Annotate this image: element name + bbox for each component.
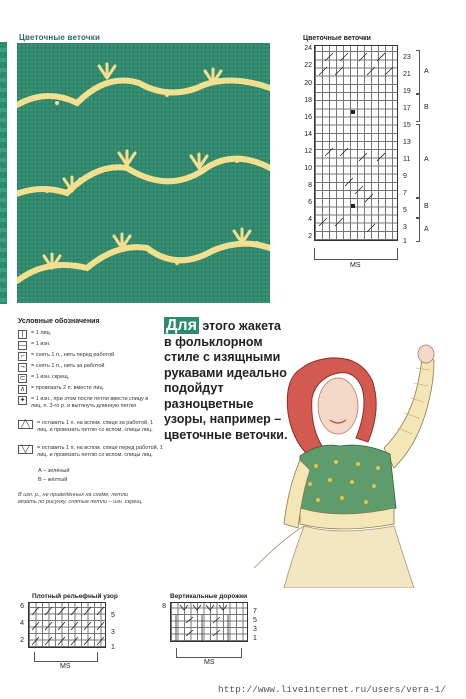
vertical-chart-rapport-label: MS (204, 659, 215, 666)
row-number: 23 (403, 54, 411, 61)
main-chart-rapport-label: MS (350, 262, 361, 269)
legend-item: ╱╲ = оставить 1 п. на вспом. спице за работой, 1 лиц. и провязать петлю со вспом. спицы лиц. (18, 420, 165, 434)
row-number: 24 (304, 45, 312, 52)
section-label: A (424, 68, 429, 75)
row-number: 3 (403, 224, 407, 231)
legend-note: В изн. р., не приведённых на схеме, петли вязать по рисунку, снятые петли – изн. скрещ. (18, 492, 143, 505)
section-bracket (416, 124, 420, 198)
knit-symbol-icon: | (18, 330, 27, 339)
row-number: 11 (403, 156, 411, 163)
row-number: 16 (304, 114, 312, 121)
row-number: 8 (162, 603, 166, 610)
row-number: 2 (308, 233, 312, 240)
row-number: 19 (403, 88, 411, 95)
stitch-dots (45, 81, 259, 267)
row-number: 18 (304, 97, 312, 104)
row-number: 20 (304, 80, 312, 87)
long-loop-symbol-icon: ✦ (19, 397, 26, 404)
main-chart-symbols (315, 46, 399, 242)
row-number: 22 (304, 62, 312, 69)
dense-chart-rapport-bracket (34, 652, 98, 662)
section-bracket (416, 198, 420, 218)
k2tog-symbol-icon: ∧ (19, 386, 26, 393)
legend-color-a: А – зелёный (38, 468, 70, 474)
dense-chart-symbols (29, 603, 107, 649)
cross-right-symbol-icon: ╲╱ (18, 445, 33, 454)
dense-chart-title: Плотный рельефный узор (32, 593, 118, 600)
yellow-wave-1 (17, 81, 270, 106)
row-number: 5 (111, 612, 115, 619)
row-number: 5 (403, 207, 407, 214)
sprig-group (44, 64, 250, 268)
section-label: A (424, 156, 429, 163)
row-number: 1 (253, 635, 257, 642)
twisted-purl-symbol-icon: ⊂ (19, 375, 26, 382)
knit-swatch-photo (17, 43, 270, 303)
row-number: 2 (20, 637, 24, 644)
row-number: 3 (253, 626, 257, 633)
swatch-pattern (17, 43, 270, 303)
cross-left-symbol-icon: ╱╲ (18, 420, 33, 429)
row-number: 8 (308, 182, 312, 189)
headline-first-word: Для (166, 317, 197, 334)
section-label: A (424, 226, 429, 233)
section-bracket (416, 218, 420, 242)
row-number: 4 (308, 216, 312, 223)
legend-item: ╲╱ = оставить 1 п. на вспом. спице перед работой, 1 лиц. и провязать петлю со вспом. спицы лиц. (18, 445, 165, 459)
purl-symbol-icon: — (19, 342, 26, 349)
woman-in-jacket-illustration (244, 338, 466, 588)
row-number: 14 (304, 131, 312, 138)
section-bracket (416, 94, 420, 122)
legend-item: ∧ = провязать 2 п. вместе лиц. (19, 385, 105, 393)
headline-rest: этого жакета в фольклорном стиле с изящными рукавами идеально подойдут разноцветные узоры, например – цветочные веточки. (164, 319, 288, 442)
row-number: 10 (304, 165, 312, 172)
row-number: 1 (111, 644, 115, 651)
row-number: 12 (304, 148, 312, 155)
row-number: 7 (253, 608, 257, 615)
row-number: 6 (20, 603, 24, 610)
slip-front-symbol-icon: ⌐ (18, 352, 27, 361)
row-number: 17 (403, 105, 411, 112)
slip-back-symbol-icon: ¬ (18, 363, 27, 372)
row-number: 1 (403, 238, 407, 245)
row-number: 15 (403, 122, 411, 129)
row-number: 3 (111, 629, 115, 636)
legend-item: ⌐ = снять 1 п., нить перед работой (18, 352, 159, 361)
main-chart-rapport-bracket (314, 248, 398, 260)
legend-item: ✦ = 1 изн., при этом после петли ввести спицу в лиц. п. 3-го р. и вытянуть длинную петлю (19, 396, 149, 409)
legend-color-b: В – жёлтый (38, 477, 68, 483)
source-url: http://www.liveinternet.ru/users/vera-1/ (218, 684, 447, 695)
vertical-chart-grid (170, 602, 248, 642)
section-bracket (416, 50, 420, 94)
dense-chart-grid (28, 602, 106, 648)
fashion-illustration (244, 338, 466, 588)
legend-title: Условные обозначения (18, 318, 100, 325)
yellow-wave-2 (17, 159, 270, 198)
main-chart-title: Цветочные веточки (303, 35, 371, 42)
legend-item: — = 1 изн. (19, 341, 51, 349)
dense-chart-rapport-label: MS (60, 663, 71, 670)
row-number: 21 (403, 71, 411, 78)
vertical-chart-rapport-bracket (176, 648, 242, 658)
legend-item: ⊂ = 1 изн. скрещ. (19, 374, 70, 382)
row-number: 9 (403, 173, 407, 180)
row-number: 13 (403, 139, 411, 146)
row-number: 6 (308, 199, 312, 206)
vertical-chart-title: Вертикальные дорожки (170, 593, 248, 600)
legend-item: | = 1 лиц. (18, 330, 159, 339)
row-number: 5 (253, 617, 257, 624)
vertical-chart-symbols (171, 603, 249, 643)
page-edge-strip (0, 42, 7, 304)
section-label: B (424, 104, 429, 111)
legend-item: ¬ = снять 1 п., нить за работой (18, 363, 159, 372)
row-number: 4 (20, 620, 24, 627)
swatch-title: Цветочные веточки (19, 33, 101, 42)
row-number: 7 (403, 190, 407, 197)
section-label: B (424, 203, 429, 210)
main-chart-grid (314, 45, 398, 241)
